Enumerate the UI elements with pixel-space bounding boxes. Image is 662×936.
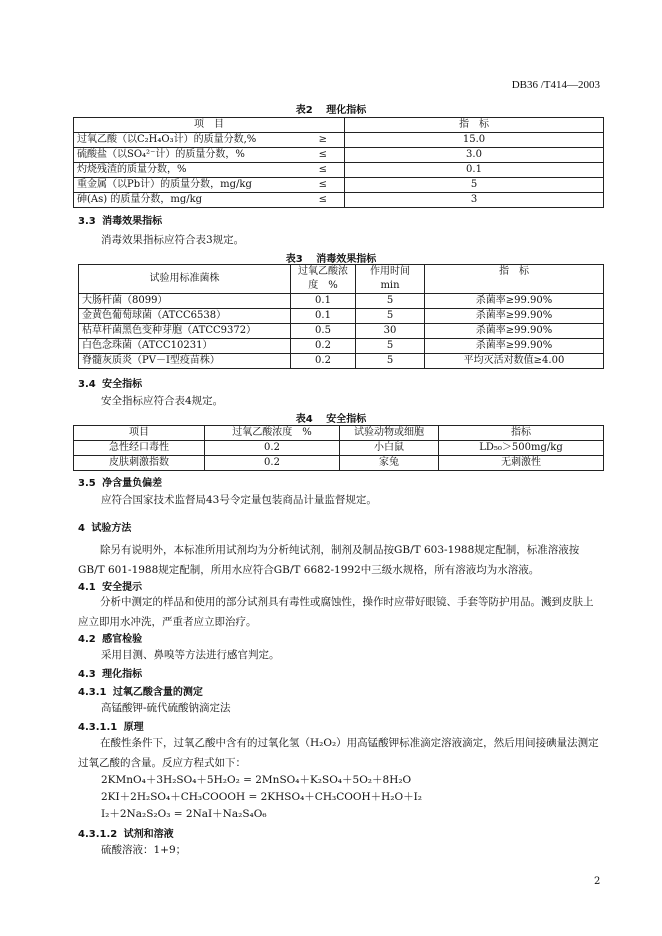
table-row: [74, 163, 604, 178]
table4-header-conc: 过氧乙酸浓度 %: [205, 426, 340, 441]
table-row: [74, 193, 604, 208]
table2-item: 灼烧残渣的质量分数，%: [74, 163, 302, 178]
section-title: 净含量负偏差: [102, 478, 163, 489]
section-4-3-heading: [78, 665, 142, 680]
table2-op: ≤: [302, 178, 345, 193]
section-title: 试验方法: [91, 523, 132, 534]
section-4-1-text: 分析中测定的样品和使用的部分试剂具有毒性或腐蚀性，操作时应带好眼镜、手套等防护用品。溅到皮肤上应立即用水冲洗，严重者应立即治疗。: [78, 596, 594, 628]
section-number: 3.4: [78, 379, 96, 390]
table-row: [74, 133, 604, 148]
table4-index: LD₅₀＞500mg/kg: [439, 441, 604, 456]
table4-header-index: 指标: [439, 426, 604, 441]
table3-time: 5: [356, 309, 425, 324]
section-4-3-1-2-text: 硫酸溶液：1+9；: [101, 844, 187, 856]
table-header-row: [74, 426, 604, 441]
table-header-row: [74, 118, 604, 133]
table4-animal: 家兔: [340, 456, 439, 471]
table3-time: 5: [356, 354, 425, 369]
table4-header-animal: 试验动物或细胞: [340, 426, 439, 441]
table4-conc: 0.2: [205, 456, 340, 471]
table-row: [74, 148, 604, 163]
table4: [73, 425, 604, 471]
section-title: 安全提示: [102, 582, 143, 593]
table3-conc: 0.2: [291, 339, 356, 354]
section-number: 4.3.1.2: [78, 829, 118, 840]
section-4-text: 除另有说明外，本标准所用试剂均为分析纯试剂，制剂及制品按GB/T 603-1988规定配制，标准溶液按GB/T 601-1988规定配制，所用水应符合GB/T 6682-1992中三级水规格，所有溶液均为水溶液。: [78, 544, 580, 576]
section-number: 4.1: [78, 582, 96, 593]
table2: [73, 117, 604, 208]
section-3-3-heading: [78, 212, 162, 227]
table-header-row: [79, 265, 604, 294]
section-number: 4.3.1.1: [78, 722, 118, 733]
table3-conc: 0.5: [291, 324, 356, 339]
table2-value: 3: [345, 193, 604, 208]
table4-header-item: 项目: [74, 426, 205, 441]
section-4-3-1-1-heading: [78, 718, 144, 733]
section-title: 过氧乙酸含量的测定: [112, 687, 203, 698]
table2-header-item: 项 目: [74, 118, 345, 133]
table2-value: 0.1: [345, 163, 604, 178]
table3-index: 杀菌率≥99.90%: [425, 339, 604, 354]
table3-strain: 脊髓灰质炎（PV－Ⅰ型疫苗株）: [79, 354, 291, 369]
section-4-1-heading: [78, 578, 142, 593]
table-row: [79, 354, 604, 369]
section-4-3-1-text: 高锰酸钾-硫代硫酸钠滴定法: [101, 702, 231, 714]
equation-1: 2KMnO₄＋3H₂SO₄＋5H₂O₂ = 2MnSO₄＋K₂SO₄＋5O₂＋8H₂O: [101, 774, 412, 786]
section-title: 安全指标: [102, 379, 143, 390]
table3-strain: 白色念珠菌（ATCC10231）: [79, 339, 291, 354]
section-4-heading: [78, 519, 131, 534]
table4-item: 皮肤刺激指数: [74, 456, 205, 471]
table2-item: 过氧乙酸（以C₂H₄O₃计）的质量分数,%: [74, 133, 302, 148]
table3-index: 杀菌率≥99.90%: [425, 324, 604, 339]
table3-conc: 0.1: [291, 309, 356, 324]
section-title: 理化指标: [102, 669, 143, 680]
table2-op: ≤: [302, 163, 345, 178]
table3: [78, 264, 604, 369]
table4-item: 急性经口毒性: [74, 441, 205, 456]
section-number: 4.3.1: [78, 687, 107, 698]
table2-item: 重金属（以Pb计）的质量分数，mg/kg: [74, 178, 302, 193]
table-row: [79, 309, 604, 324]
table4-conc: 0.2: [205, 441, 340, 456]
table3-time: 5: [356, 294, 425, 309]
table4-index: 无刺激性: [439, 456, 604, 471]
table3-time: 5: [356, 339, 425, 354]
section-title: 原理: [123, 722, 144, 733]
table2-value: 3.0: [345, 148, 604, 163]
table3-conc: 0.2: [291, 354, 356, 369]
section-4-2-text: 采用目测、鼻嗅等方法进行感官判定。: [101, 649, 280, 661]
section-title: 消毒效果指标: [102, 216, 163, 227]
document-id: DB36 /T414—2003: [511, 79, 600, 91]
table2-value: 5: [345, 178, 604, 193]
table3-index: 杀菌率≥99.90%: [425, 294, 604, 309]
table3-header-time: 作用时间 min: [356, 265, 425, 294]
table3-strain: 枯草杆菌黑色变种芽胞（ATCC9372）: [79, 324, 291, 339]
table2-op: ≥: [302, 133, 345, 148]
table2-op: ≤: [302, 148, 345, 163]
table3-header-strain: 试验用标准菌株: [79, 265, 291, 294]
table3-time: 30: [356, 324, 425, 339]
table2-caption: 表2 理化指标: [295, 105, 367, 116]
section-3-5-heading: [78, 474, 162, 489]
table4-animal: 小白鼠: [340, 441, 439, 456]
table3-conc: 0.1: [291, 294, 356, 309]
page-number: 2: [594, 876, 601, 887]
table3-index: 平均灭活对数值≥4.00: [425, 354, 604, 369]
table3-header-conc: 过氧乙酸浓度 %: [291, 265, 356, 294]
table-row: [74, 456, 604, 471]
table-row: [79, 324, 604, 339]
section-4-2-heading: [78, 630, 142, 645]
table2-op: ≤: [302, 193, 345, 208]
section-number: 4: [78, 523, 85, 534]
section-title: 感官检验: [102, 634, 143, 645]
section-number: 3.3: [78, 216, 96, 227]
table-row: [79, 294, 604, 309]
table3-caption: 表3 消毒效果指标: [285, 254, 377, 265]
table3-strain: 金黄色葡萄球菌（ATCC6538）: [79, 309, 291, 324]
table3-index: 杀菌率≥99.90%: [425, 309, 604, 324]
equation-3: I₂＋2Na₂S₂O₃ = 2NaI＋Na₂S₄O₆: [101, 808, 267, 820]
table2-header-index: 指 标: [345, 118, 604, 133]
section-number: 4.2: [78, 634, 96, 645]
equation-2: 2KI＋2H₂SO₄＋CH₃COOOH = 2KHSO₄＋CH₃COOH＋H₂O＋I₂: [101, 791, 422, 803]
table2-item: 砷(As) 的质量分数，mg/kg: [74, 193, 302, 208]
section-3-3-text: 消毒效果指标应符合表3规定。: [101, 234, 245, 246]
table3-strain: 大肠杆菌（8099）: [79, 294, 291, 309]
section-3-5-text: 应符合国家技术监督局43号令定量包装商品计量监督规定。: [101, 494, 377, 506]
section-number: 4.3: [78, 669, 96, 680]
section-title: 试剂和溶液: [123, 829, 174, 840]
section-4-3-1-1-text: 在酸性条件下，过氧乙酸中含有的过氧化氢（H₂O₂）用高锰酸钾标准滴定溶液滴定，然后用间接碘量法测定过氧乙酸的含量。反应方程式如下：: [78, 737, 599, 769]
section-4-3-1-2-heading: [78, 825, 174, 840]
section-3-4-heading: [78, 375, 142, 390]
section-4-3-1-heading: [78, 683, 203, 698]
table3-header-index: 指 标: [425, 265, 604, 294]
table2-value: 15.0: [345, 133, 604, 148]
table2-item: 硫酸盐（以SO₄²⁻计）的质量分数，%: [74, 148, 302, 163]
table-row: [74, 178, 604, 193]
section-number: 3.5: [78, 478, 96, 489]
section-3-4-text: 安全指标应符合表4规定。: [101, 395, 224, 407]
table4-caption: 表4 安全指标: [295, 414, 367, 425]
table-row: [79, 339, 604, 354]
table-row: [74, 441, 604, 456]
